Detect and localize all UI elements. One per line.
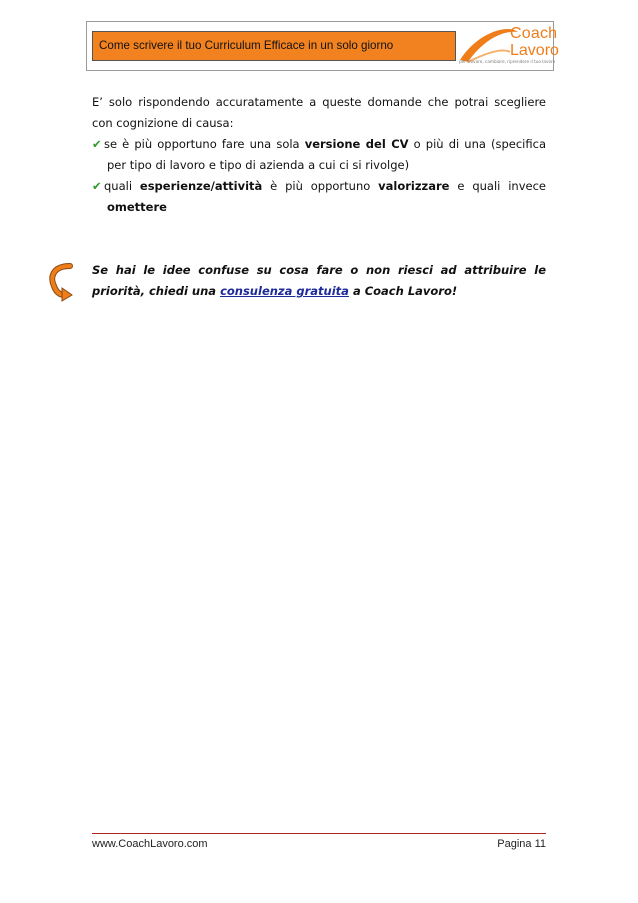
- bullet-item-cv-versions: [92, 134, 546, 176]
- curved-arrow-icon: [48, 262, 74, 302]
- bullet-text: e quali invece: [449, 179, 546, 193]
- document-title: Come scrivere il tuo Curriculum Efficace in un solo giorno: [92, 31, 456, 61]
- callout-text: priorità, chiedi una: [92, 284, 221, 298]
- bullet-line: [92, 176, 546, 197]
- bullet-bold-text: esperienze/attività: [139, 179, 263, 193]
- footer-website: www.CoachLavoro.com: [92, 838, 208, 850]
- bullet-continuation: omettere: [107, 200, 167, 214]
- consulenza-gratuita-link[interactable]: consulenza gratuita: [220, 284, 349, 298]
- bullet-text: è più opportuno: [262, 179, 379, 193]
- checkmark-icon: ✔: [92, 179, 102, 193]
- page-number: Pagina 11: [497, 838, 546, 850]
- bullet-text: quali: [104, 179, 140, 193]
- checkmark-icon: ✔: [92, 137, 102, 151]
- bullet-bold-text: versione del CV: [304, 137, 409, 151]
- callout-line-2: [92, 281, 546, 302]
- bullet-line: [92, 134, 546, 155]
- bullet-text: se è più opportuno fare una sola: [104, 137, 305, 151]
- logo-word-lavoro: Lavoro: [510, 42, 559, 59]
- intro-line-1: E’ solo rispondendo accuratamente a queste domande che potrai scegliere: [92, 95, 546, 109]
- logo-word-coach: Coach: [510, 25, 558, 42]
- intro-line-2: con cognizione di causa:: [92, 116, 234, 130]
- logo-tagline: per trovare, cambiare, riprendere il tuo lavoro: [459, 59, 556, 64]
- bullet-continuation: per tipo di lavoro e tipo di azienda a cui ci si rivolge): [107, 158, 410, 172]
- bullet-item-experiences: [92, 176, 546, 218]
- intro-paragraph: [92, 92, 546, 134]
- bullet-bold-text: valorizzare: [378, 179, 450, 193]
- callout-text: a Coach Lavoro!: [348, 284, 458, 298]
- callout-line-1: Se hai le idee confuse su cosa fare o non riesci ad attribuire le: [92, 263, 546, 277]
- footer-divider: [92, 833, 546, 834]
- callout-paragraph: [92, 260, 546, 302]
- bullet-text: o più di una (specifica: [408, 137, 546, 151]
